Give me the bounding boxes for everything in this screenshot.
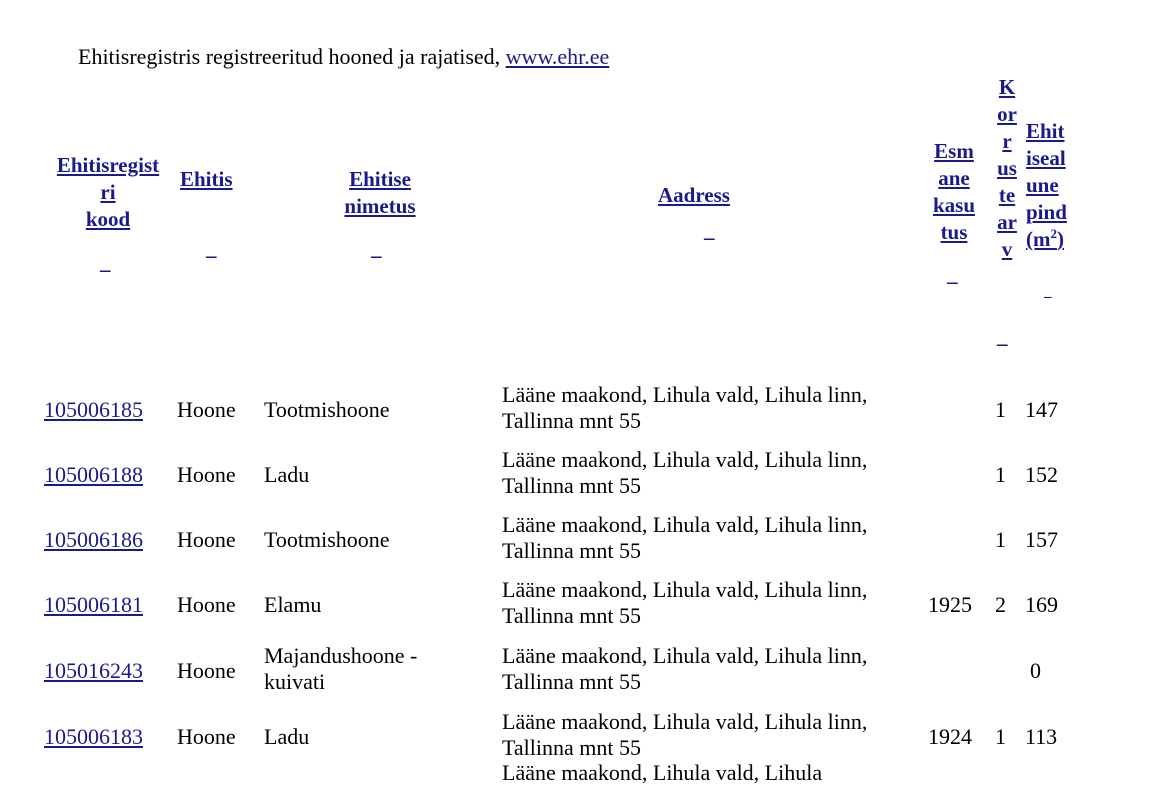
header-pind-line4: pind [1026,200,1067,224]
row-address: Lääne maakond, Lihula vald, Lihula [502,760,823,785]
row-code-link[interactable]: 105006188 [44,462,143,487]
row-area: 169 [1025,592,1058,617]
header-esmane-line1: Esm [934,139,974,163]
header-korrus-line4: us [997,156,1017,180]
header-korrus-line3: r [1002,129,1012,153]
intro-line [78,44,609,70]
table-row [0,512,1170,576]
ehr-link[interactable]: www.ehr.ee [505,44,610,69]
row-area: 113 [1025,724,1058,749]
row-year: 1925 [928,592,972,617]
header-nimetus[interactable] [328,166,432,220]
row-code-link[interactable]: 105006185 [44,397,143,422]
table-row [0,760,1170,785]
header-pind-sup: 2 [1050,226,1057,241]
header-korrus-sort[interactable]: _ [997,324,1008,348]
header-aadress[interactable] [658,182,730,209]
row-area: 152 [1025,462,1058,487]
row-name: Elamu [264,592,322,617]
header-korrus-line5: te [998,183,1016,207]
header-nimetus-line2: nimetus [344,194,416,218]
table-row [0,643,1170,707]
header-pind-unit: (m [1026,227,1051,251]
row-floors: 2 [995,592,1006,617]
header-nimetus-line1: Ehitise [349,167,411,191]
header-pind-line1: Ehit [1026,119,1065,143]
table-row [0,577,1170,641]
row-area: 157 [1025,527,1058,552]
header-esmane-line2: ane [938,166,970,190]
header-code-line1: Ehitisregist [56,153,160,177]
row-type: Hoone [177,592,236,617]
row-code-link[interactable]: 105016243 [44,658,143,683]
row-floors: 1 [995,462,1006,487]
row-type: Hoone [177,724,236,749]
row-code-link[interactable]: 105006186 [44,527,143,552]
table-row [0,382,1170,446]
header-korrus-line6: ar [997,210,1017,234]
header-korrus-link[interactable] [997,75,1017,261]
row-address: Lääne maakond, Lihula vald, Lihula linn, Tallinna mnt 55 [502,577,868,628]
header-code-sort[interactable]: _ [100,250,111,274]
row-address: Lääne maakond, Lihula vald, Lihula linn, Tallinna mnt 55 [502,447,868,498]
row-code-link[interactable]: 105006181 [44,592,143,617]
row-floors: 1 [995,397,1006,422]
header-esmane-line3: kasu [932,193,976,217]
row-type: Hoone [177,397,236,422]
header-ehitis-link[interactable]: Ehitis [180,167,233,191]
header-pind-close: ) [1057,227,1064,251]
row-name: Tootmishoone [264,527,390,552]
header-aadress-sort[interactable]: _ [704,218,715,242]
header-korrus-line7: v [1001,237,1013,261]
row-address: Lääne maakond, Lihula vald, Lihula linn, Tallinna mnt 55 [502,512,868,563]
row-floors: 1 [995,724,1006,749]
row-floors: 1 [995,527,1006,552]
header-code-line2: ri [100,180,116,204]
header-esmane-line4: tus [940,220,968,244]
table-row [0,447,1170,511]
header-pind[interactable] [1026,118,1082,253]
header-ehitis[interactable] [180,166,233,193]
header-pind-line2: iseal [1026,146,1066,170]
header-esmane-sort[interactable]: _ [947,262,958,286]
row-name: Ladu [264,462,310,487]
row-name: Tootmishoone [264,397,390,422]
row-name: Majandushoone - kuivati [264,643,418,694]
header-nimetus-link[interactable] [344,167,415,218]
header-code-link[interactable] [57,153,159,231]
header-code-line3: kood [85,207,131,231]
header-pind-sort[interactable]: _ [1044,284,1052,300]
header-aadress-link[interactable]: Aadress [658,183,730,207]
row-area: 0 [1030,658,1041,683]
header-korrus[interactable] [990,74,1024,263]
header-esmane-link[interactable] [933,139,975,244]
header-nimetus-sort[interactable]: _ [371,236,382,260]
row-type: Hoone [177,658,236,683]
header-esmane[interactable] [926,138,982,246]
row-area: 147 [1025,397,1058,422]
row-year: 1924 [928,724,972,749]
intro-text: Ehitisregistris registreeritud hooned ja rajatised, [78,44,506,69]
row-type: Hoone [177,462,236,487]
row-code-link[interactable]: 105006183 [44,724,143,749]
header-ehitis-sort[interactable]: _ [206,236,217,260]
row-address: Lääne maakond, Lihula vald, Lihula linn, Tallinna mnt 55 [502,382,868,433]
header-pind-link[interactable] [1026,119,1067,251]
header-korrus-line1: K [998,75,1016,99]
row-address: Lääne maakond, Lihula vald, Lihula linn, Tallinna mnt 55 [502,643,868,694]
header-pind-line3: une [1026,173,1059,197]
row-address: Lääne maakond, Lihula vald, Lihula linn, Tallinna mnt 55 [502,709,868,760]
row-type: Hoone [177,527,236,552]
header-code[interactable] [44,152,172,233]
row-name: Ladu [264,724,310,749]
header-korrus-line2: or [997,102,1017,126]
